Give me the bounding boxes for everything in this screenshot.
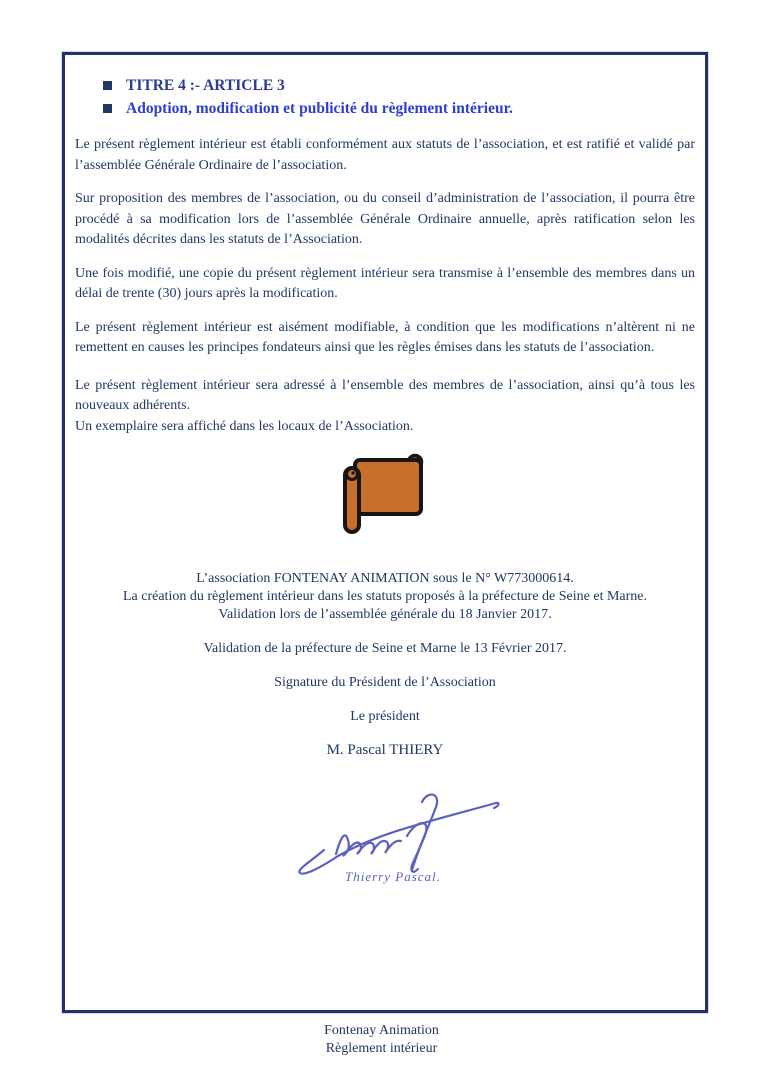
signature-caption-text: Thierry Pascal. bbox=[344, 869, 441, 884]
page-footer bbox=[0, 1022, 763, 1058]
validation-block bbox=[75, 570, 695, 759]
validation-ag-line: Validation lors de l’assemblée générale du 18 Janvier 2017. bbox=[218, 607, 552, 622]
scroll-image-wrap bbox=[75, 451, 695, 539]
president-name: M. Pascal THIERY bbox=[326, 742, 444, 758]
footer-document-title: Règlement intérieur bbox=[325, 1041, 438, 1056]
handwritten-signature-image bbox=[290, 790, 505, 885]
page-border-frame bbox=[62, 52, 708, 1013]
title-row-subtitle bbox=[103, 97, 695, 120]
association-number-line: L’association FONTENAY ANIMATION sous le N° W773000614. bbox=[196, 571, 574, 586]
creation-line: La création du règlement intérieur dans les statuts proposés à la préfecture de Seine et Marne. bbox=[122, 589, 647, 604]
article-title: TITRE 4 :- ARTICLE 3 bbox=[126, 77, 285, 94]
footer-association-name: Fontenay Animation bbox=[324, 1023, 439, 1038]
scroll-parchment-icon bbox=[338, 451, 433, 539]
square-bullet-icon bbox=[103, 104, 112, 113]
signature-wrap bbox=[75, 790, 695, 885]
title-row-article bbox=[103, 74, 695, 97]
square-bullet-icon bbox=[103, 81, 112, 90]
signature-caption-line: Signature du Président de l’Association bbox=[274, 675, 496, 690]
validation-prefecture-line: Validation de la préfecture de Seine et Marne le 13 Février 2017. bbox=[203, 641, 567, 656]
article-subtitle: Adoption, modification et publicité du règlement intérieur. bbox=[126, 100, 513, 117]
title-block bbox=[103, 74, 695, 120]
paragraph-exemplaire: Un exemplaire sera affiché dans les locaux de l’Association. bbox=[75, 418, 414, 434]
president-line: Le président bbox=[350, 709, 420, 724]
paragraph-modifiable: Le présent règlement intérieur est aisément modifiable, à condition que les modifications n’altèrent ni ne remettent en causes les principes fondateurs ainsi que les règles émises dans les statuts de l’association. bbox=[75, 319, 695, 355]
paragraph-proposition: Sur proposition des membres de l’association, ou du conseil d’administration de l’association, il pourra être procédé à sa modification lors de l’assemblée Générale Ordinaire annuelle, après ratification selon les modalités décrites dans les statuts de l’Association. bbox=[75, 191, 695, 247]
paragraph-adresse: Le présent règlement intérieur sera adressé à l’ensemble des membres de l’association, ainsi qu’à tous les nouveaux adhérents. bbox=[75, 377, 695, 413]
paragraph-etabli: Le présent règlement intérieur est établi conformément aux statuts de l’association, et est ratifié et validé par l’assemblée Générale Ordinaire de l’association. bbox=[75, 137, 695, 173]
paragraph-copie: Une fois modifié, une copie du présent règlement intérieur sera transmise à l’ensemble des membres dans un délai de trente (30) jours après la modification. bbox=[75, 265, 695, 301]
